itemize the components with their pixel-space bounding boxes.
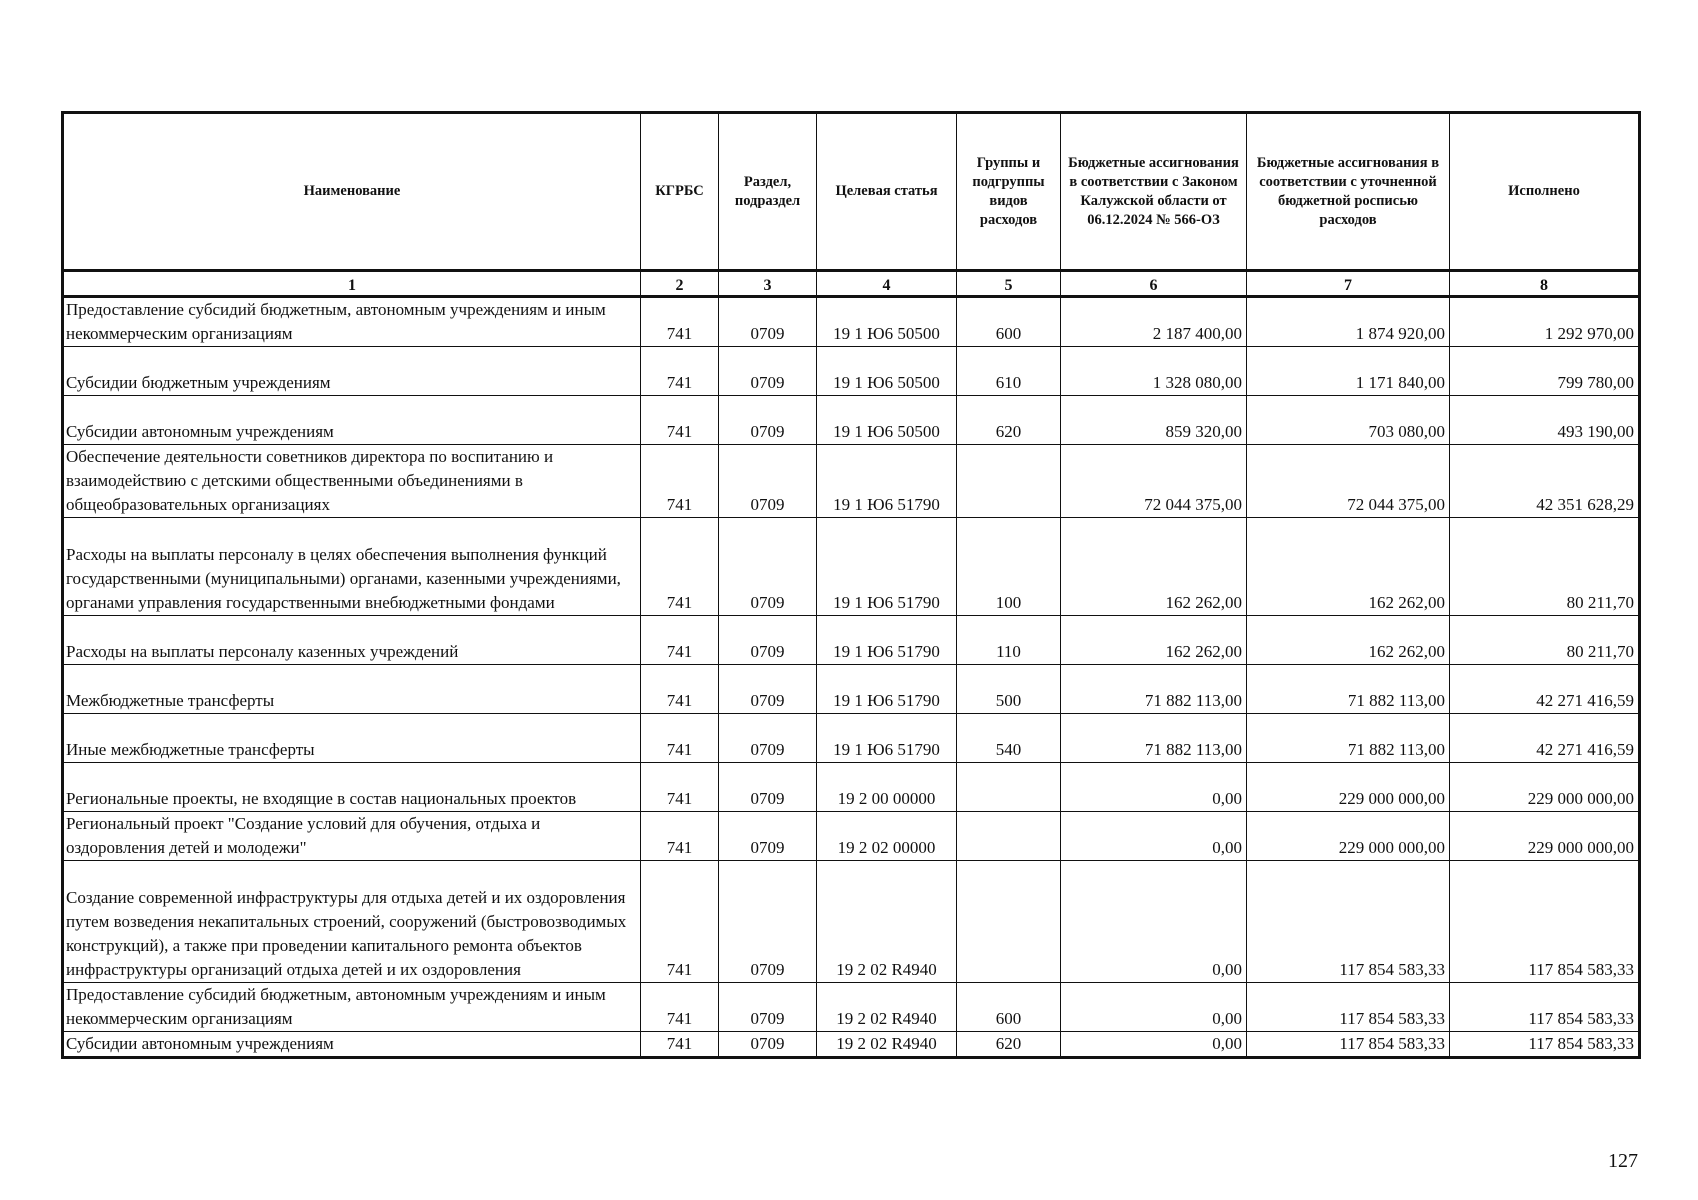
row-group: 110 <box>957 616 1061 665</box>
row-kgrbs: 741 <box>641 665 719 714</box>
row-target: 19 1 Ю6 51790 <box>817 665 957 714</box>
row-law: 0,00 <box>1061 1032 1247 1058</box>
row-law: 0,00 <box>1061 983 1247 1032</box>
row-section: 0709 <box>719 763 817 812</box>
row-name: Субсидии автономным учреждениям <box>63 396 641 445</box>
row-law: 162 262,00 <box>1061 518 1247 616</box>
header-plan: Бюджетные ассигнования в соответствии с уточненной бюджетной росписью расходов <box>1247 113 1450 271</box>
row-kgrbs: 741 <box>641 983 719 1032</box>
row-name: Обеспечение деятельности советников директора по воспитанию и взаимодействию с детскими общественными объединениями в общеобразовательных организациях <box>63 445 641 518</box>
row-plan: 162 262,00 <box>1247 616 1450 665</box>
column-number: 6 <box>1061 271 1247 297</box>
row-target: 19 2 02 R4940 <box>817 983 957 1032</box>
header-done: Исполнено <box>1450 113 1640 271</box>
row-kgrbs: 741 <box>641 763 719 812</box>
table-row <box>63 812 1640 861</box>
row-kgrbs: 741 <box>641 396 719 445</box>
table-row <box>63 518 1640 616</box>
table-row <box>63 445 1640 518</box>
row-law: 0,00 <box>1061 763 1247 812</box>
row-law: 72 044 375,00 <box>1061 445 1247 518</box>
row-group <box>957 763 1061 812</box>
row-group: 100 <box>957 518 1061 616</box>
row-done: 229 000 000,00 <box>1450 763 1640 812</box>
row-section: 0709 <box>719 445 817 518</box>
row-law: 71 882 113,00 <box>1061 714 1247 763</box>
row-law: 162 262,00 <box>1061 616 1247 665</box>
header-section: Раздел, подраздел <box>719 113 817 271</box>
row-law: 0,00 <box>1061 861 1247 983</box>
row-kgrbs: 741 <box>641 347 719 396</box>
row-plan: 72 044 375,00 <box>1247 445 1450 518</box>
row-done: 799 780,00 <box>1450 347 1640 396</box>
row-target: 19 1 Ю6 51790 <box>817 518 957 616</box>
row-target: 19 2 02 R4940 <box>817 861 957 983</box>
row-law: 859 320,00 <box>1061 396 1247 445</box>
row-kgrbs: 741 <box>641 297 719 347</box>
row-group <box>957 861 1061 983</box>
row-name: Межбюджетные трансферты <box>63 665 641 714</box>
row-group <box>957 812 1061 861</box>
row-law: 1 328 080,00 <box>1061 347 1247 396</box>
row-group: 610 <box>957 347 1061 396</box>
row-section: 0709 <box>719 347 817 396</box>
row-target: 19 2 00 00000 <box>817 763 957 812</box>
row-done: 80 211,70 <box>1450 518 1640 616</box>
row-group: 540 <box>957 714 1061 763</box>
header-law: Бюджетные ассигнования в соответствии с Законом Калужской области от 06.12.2024 № 566-ОЗ <box>1061 113 1247 271</box>
row-section: 0709 <box>719 396 817 445</box>
row-plan: 71 882 113,00 <box>1247 714 1450 763</box>
row-target: 19 1 Ю6 50500 <box>817 396 957 445</box>
row-plan: 162 262,00 <box>1247 518 1450 616</box>
row-kgrbs: 741 <box>641 1032 719 1058</box>
row-name: Региональный проект "Создание условий для обучения, отдыха и оздоровления детей и молодежи" <box>63 812 641 861</box>
table-row <box>63 714 1640 763</box>
row-done: 229 000 000,00 <box>1450 812 1640 861</box>
row-section: 0709 <box>719 861 817 983</box>
row-section: 0709 <box>719 665 817 714</box>
table-row <box>63 347 1640 396</box>
row-name: Субсидии автономным учреждениям <box>63 1032 641 1058</box>
row-plan: 703 080,00 <box>1247 396 1450 445</box>
row-group: 620 <box>957 1032 1061 1058</box>
row-done: 117 854 583,33 <box>1450 983 1640 1032</box>
budget-table <box>61 111 1641 1059</box>
table-row <box>63 861 1640 983</box>
column-number: 1 <box>63 271 641 297</box>
row-target: 19 1 Ю6 50500 <box>817 297 957 347</box>
row-target: 19 1 Ю6 51790 <box>817 616 957 665</box>
table-row <box>63 665 1640 714</box>
row-target: 19 1 Ю6 51790 <box>817 445 957 518</box>
column-number: 8 <box>1450 271 1640 297</box>
row-plan: 229 000 000,00 <box>1247 812 1450 861</box>
row-plan: 117 854 583,33 <box>1247 861 1450 983</box>
column-number: 2 <box>641 271 719 297</box>
column-number: 4 <box>817 271 957 297</box>
row-name: Иные межбюджетные трансферты <box>63 714 641 763</box>
row-kgrbs: 741 <box>641 861 719 983</box>
row-name: Предоставление субсидий бюджетным, автономным учреждениям и иным некоммерческим организациям <box>63 983 641 1032</box>
row-done: 1 292 970,00 <box>1450 297 1640 347</box>
column-number: 3 <box>719 271 817 297</box>
header-group: Группы и подгруппы видов расходов <box>957 113 1061 271</box>
row-kgrbs: 741 <box>641 812 719 861</box>
row-done: 493 190,00 <box>1450 396 1640 445</box>
row-kgrbs: 741 <box>641 445 719 518</box>
column-number: 7 <box>1247 271 1450 297</box>
row-plan: 117 854 583,33 <box>1247 1032 1450 1058</box>
row-section: 0709 <box>719 1032 817 1058</box>
header-row <box>63 113 1640 271</box>
row-kgrbs: 741 <box>641 616 719 665</box>
header-target: Целевая статья <box>817 113 957 271</box>
row-name: Создание современной инфраструктуры для отдыха детей и их оздоровления путем возведения некапитальных строений, сооружений (быстровозводимых конструкций), а также при проведении капитального ремонта объектов инфраструктуры организаций отдыха детей и их оздоровления <box>63 861 641 983</box>
row-kgrbs: 741 <box>641 714 719 763</box>
table-row <box>63 616 1640 665</box>
row-section: 0709 <box>719 714 817 763</box>
row-target: 19 2 02 00000 <box>817 812 957 861</box>
row-group: 600 <box>957 297 1061 347</box>
row-group <box>957 445 1061 518</box>
row-section: 0709 <box>719 983 817 1032</box>
row-name: Региональные проекты, не входящие в состав национальных проектов <box>63 763 641 812</box>
row-plan: 117 854 583,33 <box>1247 983 1450 1032</box>
row-target: 19 2 02 R4940 <box>817 1032 957 1058</box>
row-done: 80 211,70 <box>1450 616 1640 665</box>
row-target: 19 1 Ю6 51790 <box>817 714 957 763</box>
row-name: Субсидии бюджетным учреждениям <box>63 347 641 396</box>
row-group: 500 <box>957 665 1061 714</box>
row-done: 42 271 416,59 <box>1450 665 1640 714</box>
table-row <box>63 396 1640 445</box>
column-number-row <box>63 271 1640 297</box>
table-row <box>63 763 1640 812</box>
row-group: 600 <box>957 983 1061 1032</box>
row-done: 117 854 583,33 <box>1450 861 1640 983</box>
row-name: Предоставление субсидий бюджетным, автономным учреждениям и иным некоммерческим организациям <box>63 297 641 347</box>
row-section: 0709 <box>719 297 817 347</box>
row-plan: 229 000 000,00 <box>1247 763 1450 812</box>
row-done: 42 271 416,59 <box>1450 714 1640 763</box>
page-number: 127 <box>1608 1150 1638 1172</box>
table-row <box>63 297 1640 347</box>
header-name: Наименование <box>63 113 641 271</box>
row-law: 71 882 113,00 <box>1061 665 1247 714</box>
column-number: 5 <box>957 271 1061 297</box>
row-section: 0709 <box>719 812 817 861</box>
row-group: 620 <box>957 396 1061 445</box>
table-row <box>63 1032 1640 1058</box>
header-kgrbs: КГРБС <box>641 113 719 271</box>
row-law: 2 187 400,00 <box>1061 297 1247 347</box>
row-plan: 71 882 113,00 <box>1247 665 1450 714</box>
row-target: 19 1 Ю6 50500 <box>817 347 957 396</box>
row-done: 117 854 583,33 <box>1450 1032 1640 1058</box>
row-law: 0,00 <box>1061 812 1247 861</box>
row-section: 0709 <box>719 518 817 616</box>
row-name: Расходы на выплаты персоналу в целях обеспечения выполнения функций государственными (муниципальными) органами, казенными учреждениями, органами управления государственными внебюджетными фондами <box>63 518 641 616</box>
row-kgrbs: 741 <box>641 518 719 616</box>
row-plan: 1 874 920,00 <box>1247 297 1450 347</box>
row-plan: 1 171 840,00 <box>1247 347 1450 396</box>
row-name: Расходы на выплаты персоналу казенных учреждений <box>63 616 641 665</box>
table-row <box>63 983 1640 1032</box>
row-section: 0709 <box>719 616 817 665</box>
row-done: 42 351 628,29 <box>1450 445 1640 518</box>
